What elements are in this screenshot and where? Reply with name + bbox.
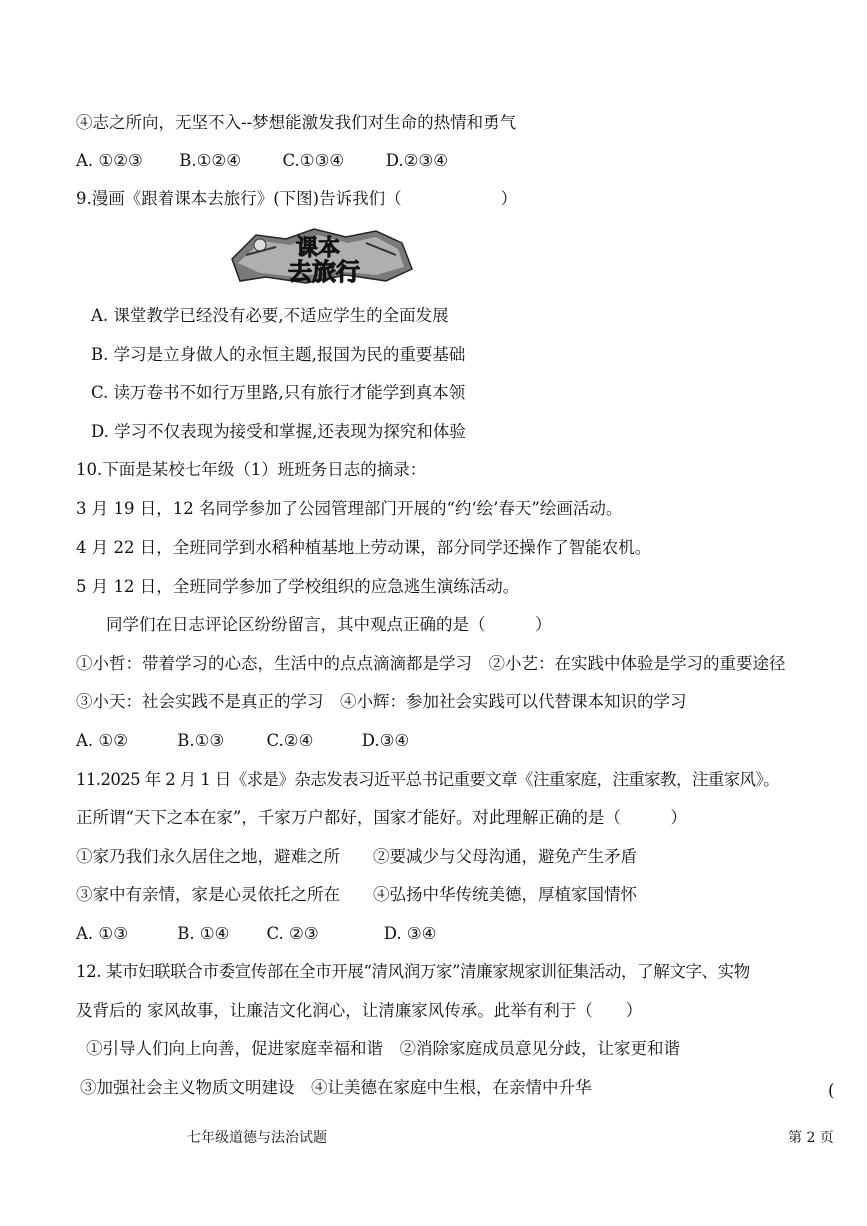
q11-choice-c: C. ②③ bbox=[266, 924, 319, 943]
q10-stem: 10.下面是某校七年级（1）班班务日志的摘录： bbox=[76, 460, 427, 479]
q11-options-3-4: ③家中有亲情，家是心灵依托之所在 ④弘扬中华传统美德，厚植家国情怀 bbox=[76, 885, 637, 904]
q10-prompt: 同学们在日志评论区纷纷留言，其中观点正确的是（ ） bbox=[106, 615, 552, 634]
footer-page-number: 第 2 页 bbox=[788, 1130, 834, 1146]
q10-log-1: 3 月 19 日，12 名同学参加了公园管理部门开展的“约‘绘’春天”绘画活动。 bbox=[76, 499, 623, 518]
q8-choices bbox=[76, 150, 448, 172]
comic-top-text: 课本 bbox=[295, 235, 341, 261]
q10-options-3-4: ③小天：社会实践不是真正的学习 ④小辉：参加社会实践可以代替课本知识的学习 bbox=[76, 692, 687, 711]
comic-image bbox=[226, 225, 416, 285]
q9-option-a: A. 课堂教学已经没有必要,不适应学生的全面发展 bbox=[91, 306, 449, 325]
q10-choice-d: D.③④ bbox=[361, 731, 410, 750]
q8-choice-c: C.①③④ bbox=[282, 151, 345, 170]
q9-option-b: B. 学习是立身做人的永恒主题,报国为民的重要基础 bbox=[91, 345, 466, 364]
q12-stem-line-1: 12. 某市妇联联合市委宣传部在全市开展“清风润万家”清廉家规家训征集活动，了解文字、实物 bbox=[76, 962, 750, 981]
q9-option-d: D. 学习不仅表现为接受和掌握,还表现为探究和体验 bbox=[91, 422, 466, 441]
q10-choice-b: B.①③ bbox=[177, 731, 225, 750]
q11-stem-line-2: 正所谓“天下之本在家”，千家万户都好，国家才能好。对此理解正确的是（ ） bbox=[76, 808, 687, 827]
q12-stem-line-2: 及背后的 家风故事，让廉洁文化润心，让清廉家风传承。此举有利于（ ） bbox=[76, 1001, 643, 1020]
q11-choice-b: B. ①④ bbox=[177, 924, 230, 943]
q8-choice-b: B.①②④ bbox=[179, 151, 241, 170]
q9-option-c: C. 读万卷书不如行万里路,只有旅行才能学到真本领 bbox=[91, 383, 466, 402]
q12-options-3-4: ③加强社会主义物质文明建设 ④让美德在家庭中生根，在亲情中升华 bbox=[80, 1078, 592, 1097]
q10-options-1-2: ①小哲：带着学习的心态，生活中的点点滴滴都是学习 ②小艺：在实践中体验是学习的重要途径 bbox=[76, 654, 786, 673]
q9-stem: 9.漫画《跟着课本去旅行》(下图)告诉我们（ ） bbox=[76, 189, 518, 208]
q12-trailing-bracket: ( bbox=[828, 1081, 835, 1100]
q8-choice-d: D.②③④ bbox=[385, 151, 449, 170]
comic-bottom-text: 去旅行 bbox=[288, 257, 360, 285]
q10-choice-a: A. ①② bbox=[76, 731, 128, 750]
q8-choice-a: A. ①②③ bbox=[76, 151, 143, 170]
q11-choices bbox=[76, 923, 436, 945]
q8-option-4: ④志之所向，无坚不入--梦想能激发我们对生命的热情和勇气 bbox=[76, 113, 517, 132]
q10-choice-c: C.②④ bbox=[266, 731, 314, 750]
q11-choice-a: A. ①③ bbox=[76, 924, 128, 943]
q10-choices bbox=[76, 730, 409, 752]
q12-options-1-2: ①引导人们向上向善，促进家庭幸福和谐 ②消除家庭成员意见分歧，让家更和谐 bbox=[86, 1039, 680, 1058]
q11-options-1-2: ①家乃我们永久居住之地，避难之所 ②要减少与父母沟通，避免产生矛盾 bbox=[76, 847, 637, 866]
q10-log-3: 5 月 12 日，全班同学参加了学校组织的应急逃生演练活动。 bbox=[76, 577, 520, 596]
q10-log-2: 4 月 22 日，全班同学到水稻种植基地上劳动课，部分同学还操作了智能农机。 bbox=[76, 538, 652, 557]
q11-stem-line-1: 11.2025 年 2 月 1 日《求是》杂志发表习近平总书记重要文章《注重家庭，注重家教，注重家风》。 bbox=[76, 770, 780, 789]
q11-choice-d: D. ③④ bbox=[383, 924, 437, 943]
footer-subject: 七年级道德与法治试题 bbox=[187, 1130, 327, 1146]
